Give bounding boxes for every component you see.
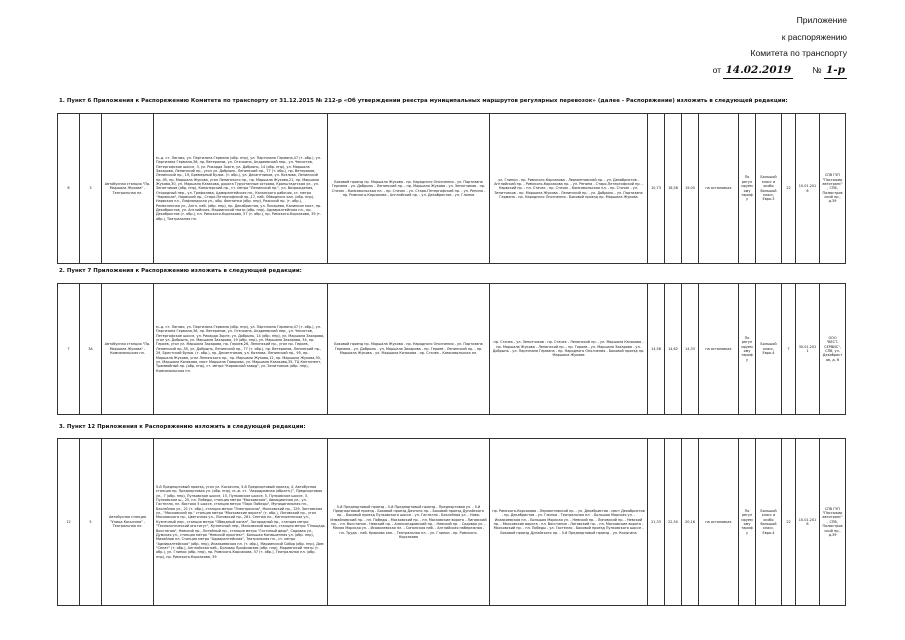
- cell-start-date: 30.01.2011: [796, 284, 820, 415]
- section-3-heading: 3. Пункт 12 Приложения к Распоряжению изложить в следующей редакции:: [59, 424, 306, 430]
- to-order-label: к распоряжению: [781, 31, 847, 42]
- cell-backward-path: пр. Стачек - ул. Зенитчиков - пр. Стачек - Ленинский пр. - ул. Маршала Казакова - пр. Маршала Жукова - Ленинский пр. - пр. Героев - ул. Маршала Захарова - ул. Добрынь - ул. Партизана Германа - пр. Народного Ополчения - Боковой проезд пр. Маршала Жукова: [490, 284, 648, 415]
- cell-length-1: 21,33: [648, 439, 665, 606]
- cell-number: 6: [58, 114, 80, 264]
- cell-vehicle-class: Большой класс, Евро-4: [756, 284, 782, 415]
- cell-route-name: Автобусная станция "Пр. Маршала Жукова" - Комсомольская пл.: [102, 284, 154, 415]
- cell-vehicle-count: 22: [782, 114, 796, 264]
- cell-vehicle-count: 7: [782, 284, 796, 415]
- cell-start-date: 10.01.2016: [796, 114, 820, 264]
- cell-tariff: По регулируемому тарифу: [739, 439, 756, 606]
- route-table-row-12: [57, 438, 846, 606]
- cell-tariff: По регулируемому тарифу: [739, 114, 756, 264]
- cell-forward-path: Боковой проезд пр. Маршала Жукова - пр. Народного Ополчения - ул. Партизана Германа - ул. Добрынь - Ленинский пр. - пр. Маршала Жукова - ул. Зенитчиков - пр. Стачек - Комсомольская пл. - пр. Стачек - ул. Старо-Петергофский пр. - ул. Репина - пр. Римского-Корсакова - Английский пр. - ул. Декабристов - ул. Глинки: [328, 114, 490, 264]
- cell-length-2: 18,58: [665, 114, 682, 264]
- cell-carrier: СПб ГУП "Пассажиравтотранс", СПб, Полюстровский пр., д.39: [820, 114, 846, 264]
- cell-carrier: ООО "ВЕСТ-СЕРВИС", СПб, ул. Декабристов, д. 6: [820, 284, 846, 415]
- committee-label: Комитета по транспорту: [750, 48, 847, 58]
- cell-carrier: СПб ГУП "Пассажиравтотранс", СПб, Полюстровский пр., д.39: [820, 439, 846, 606]
- from-prefix: от: [712, 64, 722, 75]
- cell-length-3: 20,16: [682, 439, 699, 606]
- cell-route: 5: [80, 439, 102, 606]
- handwritten-number: 1-р: [824, 62, 847, 80]
- cell-backward-path: пр. Римского-Корсакова - Лермонтовский пр. - ул. Декабристов - мост Декабристов - пр. Декабристов - ул. Глинки - Театральная пл. - Большая Морская ул. - Исаакиевская пл. - Большая Морская ул. - Невский пр. - Лиговский пр. - Невский пр. - Московские ворота - пл. Восстания - Лиговский пр. - пл. Московские ворота - Московский пр. - пл. Победы - ул. Гастелло - Боковой проезд Пулковского шоссе - Боковой проезд Дунайского пр. - 5-й Предпортовый проезд - ул. Косыгина: [490, 439, 648, 606]
- date-number-line: [713, 62, 847, 80]
- route-table-row-7: [57, 283, 846, 415]
- cell-stop-order: на остановках: [699, 439, 739, 606]
- cell-stop-order: на остановках: [699, 284, 739, 415]
- handwritten-date: 14.02.2019: [723, 62, 793, 80]
- cell-length-3: 19,00: [682, 114, 699, 264]
- cell-vehicle-class: Большой класс и особо большой класс, Евро-4: [756, 439, 782, 606]
- cell-number: 12: [58, 439, 80, 606]
- route-table-row-6: [57, 113, 846, 264]
- cell-length-1: 10,73: [648, 114, 665, 264]
- section-2-heading: 2. Пункт 7 Приложения к Распоряжению изложить в следующей редакции:: [59, 268, 302, 274]
- cell-stops-list: м.-д. ст. Лигово, ул. Партизана Германа (обр. нпр), ул. Партизана Германа,47 (т. обр.), ул. Партизана Германа,36, пр. Ветеранов, ул. Отечкина, Андреевский пер., ул. Чекистов, Петергофское шоссе, ул. Рихарда Зорге, ул. Добрынь, 14 (обр. нпр), ул. Маршала Захарова, угол ул. Добрынь, ул. Маршала Захарова, 19 (обр. нпр), ул. Маршала Захарова, 34, пр. Героев, угол ул. Маршала Захарова, пр. Героев,26, Ленинский пр., угол пр. Героев, Ленинский пр.,55, ул. Добрынь, Ленинский пр., 77 (т. обр.), пр. Ветеранов, Ленинский пр., 29, Брестский бульв. (т. обр.), пр. Десантников, ул. Козлова, Ленинский пр., 95, пр. Маршала Жукова, угол Ленинского пр., пр. Маршала Жукова,12, пр. Маршала Жукова,30, ул. Маршала Казакова, мост Маршала Говорова, ул. Маршала Казакова,35, ТЦ Континент, Трамвайный пр. (обр. нпр), ст. метро "Кировский завод", ул. Зенитчиков (обр. нпр), Комсомольская пл.: [154, 284, 328, 415]
- cell-start-date: 10.01.2016: [796, 439, 820, 606]
- cell-stops-list: м.-д. ст. Лигово, ул. Партизана Германа (обр. нпр), ул. Партизана Германа,47 (т. обр.), ул. Партизана Германа,36, пр. Ветеранов, ул. Отечкина, Андреевский пер., ул. Чекистов, Петергофское шоссе, 3, ул. Рихарда Зорге, ул. Добрынь, 14 (обр. нпр), ул. Маршала Захарова, Ленинский пр., угол ул. Добрынь, Ленинский пр., 77 (т. обр.), пр. Ветеранов, Ленинский пр., 19, Бремерный бульв. (т. обр.), ул. Десантников, ул. Козлова, Ленинский пр.,95, пр. Маршала Жукова, угол Ленинского пр., пр. Маршала Жукова,21, пр. Маршала Жукова,30, ул. Маршала Казакова, дорога Турухтанные острова, Кронштадтская ул., ул. Зенитчиков (обр. нпр), Канонерский пр., ст. метро "Ленинский пр.", ул. Возрождения, Огородный пер., ул. Трефолева, Адмиралтейская пл., Казанского рабочих, ст. метро "Нарвская", Нарвский пр., Старо-Петергофский пр.,17, наб. Обводного кан. (обр. нпр), Нарвская пл., Лифляндская ул., обр. Фонтанки (обр. нпр), Рижский пр. (т. обр.), Ремесленная ул., Англ. наб. (обр. нпр), пр. Декабристов, ул. Писарева, Калинкин мост, пр. Декабристов, ул. Английская, Мариинский театр (обр. нпр), Адмиралтейская пл., пр. Декабристов (т. обр.), пл. Римского-Корсакова, 57 (т. обр.), пр. Римского-Корсакова, 39 (т. обр.), Театральная пл.: [154, 114, 328, 264]
- cell-length-1: 14,58: [648, 284, 665, 415]
- cell-route-name: Автобусная станция "Улица Косыгина" - Театральная пл.: [102, 439, 154, 606]
- cell-length-2: 14,62: [665, 284, 682, 415]
- cell-backward-path: ул. Глинки - пр. Римского-Корсакова - Лермонтовский пр. - ул. Декабристов - Английский пр. - Римского-Корсакова пр. - ул. Репина - Старо-Петергофский пр. - Нарвский пр. - пл. Стачек - пр. Стачек - Комсомольская пл. - пр. Стачек - ул. Зенитчиков - пр. Маршала Жукова - Ленинский пр. - ул. Добрынь - ул. Партизана Германа - пр. Народного Ополчения - Боковой проезд пр. Маршала Жукова: [490, 114, 648, 264]
- cell-route: 3А: [80, 284, 102, 415]
- cell-forward-path: 5-й Предпортовый проезд - 5-й Предпортовый проезд - Предпортовая ул. - 5-й Предпортовый проезд - Боковой проезд Дачного пр. - Боковой проезд Дунайского пр. - Боковой проезд Пулковского шоссе - ул. Гастелло - Бассейная ул. - Ново-Измайловский пр. - пл. Победы - Московский пр. - пл. Московские ворота - Лиговский пр. - пл. Восстания - Невский пр. - Александровский пр. - Невский пр. - Садовая ул. - Малая Морская ул. - Исаакиевская пл. - Синопская наб. - Английская набережная - пл. Труда - наб. Крюкова кан. - Театральная пл. - ул. Глинки - пр. Римского-Корсакова: [328, 439, 490, 606]
- number-prefix: №: [812, 64, 822, 75]
- cell-route-name: Автобусная станция "Пр. Маршала Жукова" - Театральная пл.: [102, 114, 154, 264]
- cell-tariff: По регулируемому тарифу: [739, 284, 756, 415]
- cell-vehicle-count: 22: [782, 439, 796, 606]
- cell-forward-path: Боковой проезд пр. Маршала Жукова - пр. Народного Ополчения - ул. Партизана Германа - ул. Добрынь - ул. Маршала Захарова - пр. Героев - Ленинский пр. - пр. Маршала Жукова - ул. Маршала Казакова - пр. Стачек - Комсомольская пл.: [328, 284, 490, 415]
- cell-number: 7: [58, 284, 80, 415]
- cell-stop-order: на остановках: [699, 114, 739, 264]
- cell-stops-list: 5-й Предпортовый проезд, угол ул. Косыгина, 5-й Предпортовый проезд, 4, Автобусная станция пр. Предпортовая ул. (обр. нпр), м.-ж. ст. "Аеродромная (обратн.)", Предпортовая ул., 7 (обр. нпр), Пулковское шоссе, 15, Пулковское шоссе, 5, Пулковское шоссе, 3, Пулковское ш., 25, пл. Победы, станция метро "Московская", Авиационная ул., ул. Гастелло, пл. Востока 5 шоссе, станция метро "Парк Победы", Муниципальная пл., Бассейная ул., 21 (т. обр.), станция метро "Электросила", Московский пр., 129, Заставская ул., "Московский пр." станция метро "Московские ворота" (т. обр.), Лиговский пр., угол Московского пр., Цветочная ул., Лиговский пр., 281, Сенная пл., Кингисеппская ул., Кузнечный пер., станция метро "Обводный канал", Загородный пр., станция метро "Технологический институт", Кузнечный пер., Московский вокзал, станция метро "Площадь Восстания", Невский пр., Литейный пр., станция метро "Гостиный двор", Садовая ул., Думская ул., станция метро "Невский проспект", Большая Конюшенная ул. (обр. нпр), Михайлов пл. Станция метро "Адмиралтейская", Театральная пл., ст. метро "Адмиралтейская" (обр. нпр), Исаакиевская пл. (т. обр.), Мариинский Собор (обр. нпр), Дом "Сенат" (т. обр.), Английская наб., Бульвар Профсоюзов (обр. нпр), Мариинский театр (т. обр.), ул. Глинки (обр. нпр), пр. Римского-Корсакова, 57 (т. обр.), Театральная пл. (обр. нпр), пр. Римского-Корсакова, 39: [154, 439, 328, 606]
- document-header: [713, 12, 847, 79]
- section-1-heading: 1. Пункт 6 Приложения к Распоряжению Комитета по транспорту от 31.12.2015 № 212-р «Об утверждении реестра муниципальных маршрутов регулярных перевозок» (далее - Распоряжение) изложить в следующей редакции:: [59, 98, 788, 104]
- cell-route: 3: [80, 114, 102, 264]
- cell-length-3: 14,33: [682, 284, 699, 415]
- cell-length-2: 22,50: [665, 439, 682, 606]
- appendix-label: Приложение: [796, 15, 847, 25]
- cell-vehicle-class: Большой класс и особо большой класс, Евро-3: [756, 114, 782, 264]
